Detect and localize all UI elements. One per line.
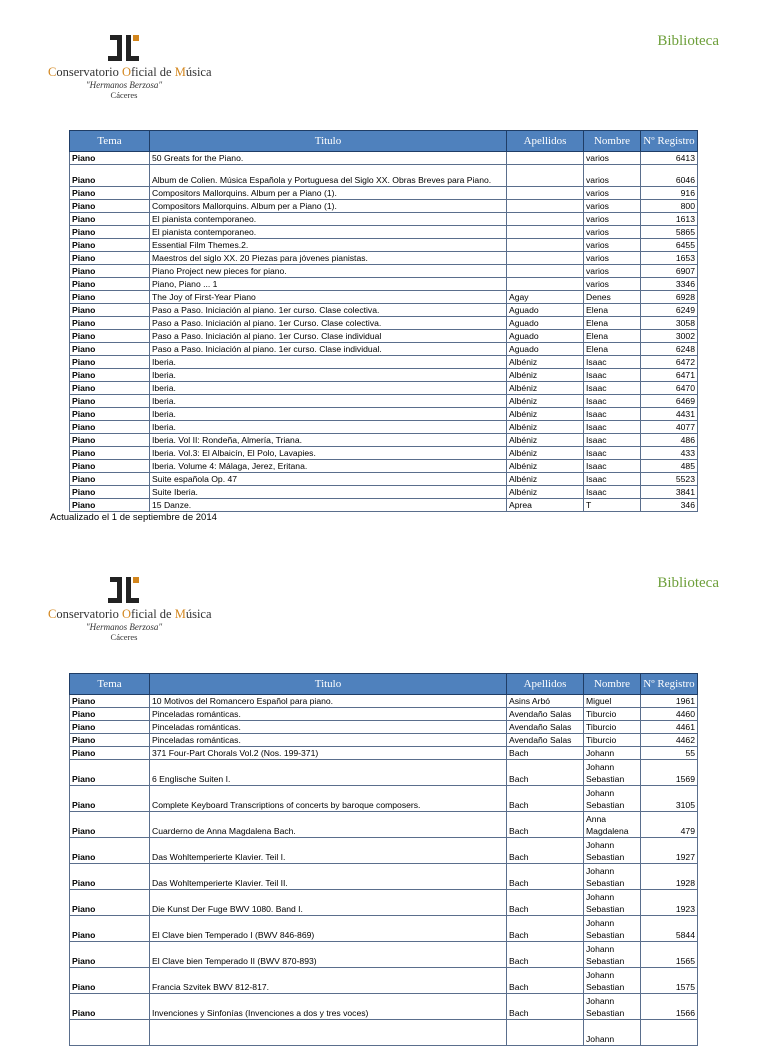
cell-titulo: Iberia. xyxy=(150,369,507,382)
table-row xyxy=(70,838,698,864)
cell-nombre: Anna Magdalena xyxy=(584,812,641,838)
cell-nombre: Elena xyxy=(584,343,641,356)
cell-nombre: Isaac xyxy=(584,434,641,447)
table-row xyxy=(70,213,698,226)
cell-registro: 346 xyxy=(641,499,698,512)
cell-apellidos: Bach xyxy=(507,838,584,864)
cell-tema: Piano xyxy=(70,864,150,890)
column-header-nombre: Nombre xyxy=(584,131,641,152)
cell-tema: Piano xyxy=(70,152,150,165)
table-row xyxy=(70,499,698,512)
cell-tema: Piano xyxy=(70,747,150,760)
table-row xyxy=(70,890,698,916)
cell-registro: 6472 xyxy=(641,356,698,369)
cell-tema xyxy=(70,1020,150,1046)
cell-registro: 1928 xyxy=(641,864,698,890)
cell-apellidos xyxy=(507,1020,584,1046)
cell-apellidos: Avendaño Salas xyxy=(507,708,584,721)
column-header-apellidos: Apellidos xyxy=(507,131,584,152)
org-subtitle: "Hermanos Berzosa" xyxy=(85,80,163,90)
table-header-row xyxy=(70,674,698,695)
cell-apellidos: Bach xyxy=(507,760,584,786)
cell-tema: Piano xyxy=(70,499,150,512)
cell-registro: 1566 xyxy=(641,994,698,1020)
cell-registro: 800 xyxy=(641,200,698,213)
cell-tema: Piano xyxy=(70,226,150,239)
cell-nombre: varios xyxy=(584,187,641,200)
table-row xyxy=(70,330,698,343)
cell-registro: 3058 xyxy=(641,317,698,330)
cell-titulo: Das Wohltemperierte Klavier. Teil II. xyxy=(150,864,507,890)
cell-registro: 5844 xyxy=(641,916,698,942)
cell-titulo: Paso a Paso. Iniciación al piano. 1er Curso. Clase colectiva. xyxy=(150,317,507,330)
table-row xyxy=(70,786,698,812)
cell-registro: 6471 xyxy=(641,369,698,382)
cell-tema: Piano xyxy=(70,382,150,395)
table-row xyxy=(70,382,698,395)
cell-tema: Piano xyxy=(70,165,150,187)
cell-titulo: Compositors Mallorquins. Album per a Piano (1). xyxy=(150,187,507,200)
cell-titulo: Suite Iberia. xyxy=(150,486,507,499)
table-row xyxy=(70,200,698,213)
cell-apellidos: Albéniz xyxy=(507,395,584,408)
cell-apellidos: Albéniz xyxy=(507,421,584,434)
catalog-table xyxy=(69,130,698,512)
cell-tema: Piano xyxy=(70,734,150,747)
cell-apellidos: Bach xyxy=(507,916,584,942)
cell-apellidos: Albéniz xyxy=(507,382,584,395)
org-name: Conservatorio Oficial de Música xyxy=(48,607,212,621)
cell-registro: 1569 xyxy=(641,760,698,786)
cell-titulo: Suite española Op. 47 xyxy=(150,473,507,486)
cell-apellidos: Aguado xyxy=(507,304,584,317)
cell-titulo: Iberia. Volume 4: Málaga, Jerez, Eritana. xyxy=(150,460,507,473)
table-row xyxy=(70,226,698,239)
cell-registro: 4460 xyxy=(641,708,698,721)
cell-apellidos xyxy=(507,265,584,278)
cell-registro: 4461 xyxy=(641,721,698,734)
cell-tema: Piano xyxy=(70,434,150,447)
cell-nombre: Johann xyxy=(584,1020,641,1046)
cell-nombre: Isaac xyxy=(584,473,641,486)
column-header-registro: Nº Registro xyxy=(641,131,698,152)
cell-registro: 3002 xyxy=(641,330,698,343)
cell-tema: Piano xyxy=(70,213,150,226)
cell-registro: 1923 xyxy=(641,890,698,916)
cell-apellidos: Albéniz xyxy=(507,434,584,447)
table-row xyxy=(70,708,698,721)
cell-titulo: Complete Keyboard Transcriptions of concerts by baroque composers. xyxy=(150,786,507,812)
cell-registro: 3105 xyxy=(641,786,698,812)
table-row xyxy=(70,408,698,421)
cell-tema: Piano xyxy=(70,890,150,916)
column-header-tema: Tema xyxy=(70,131,150,152)
jc-monogram-logo-icon xyxy=(107,575,141,605)
table-row xyxy=(70,864,698,890)
cell-nombre: Johann Sebastian xyxy=(584,916,641,942)
table-row xyxy=(70,395,698,408)
cell-apellidos xyxy=(507,200,584,213)
cell-registro: 6928 xyxy=(641,291,698,304)
table-row xyxy=(70,343,698,356)
cell-apellidos: Aguado xyxy=(507,317,584,330)
cell-apellidos: Avendaño Salas xyxy=(507,721,584,734)
catalog-table xyxy=(69,673,698,1046)
cell-nombre: Isaac xyxy=(584,369,641,382)
conservatory-logo xyxy=(48,33,212,100)
table-row xyxy=(70,278,698,291)
org-city: Cáceres xyxy=(110,90,138,100)
cell-titulo: Album de Colien. Música Española y Portuguesa del Siglo XX. Obras Breves para Piano. xyxy=(150,165,507,187)
cell-registro: 5865 xyxy=(641,226,698,239)
cell-nombre: varios xyxy=(584,252,641,265)
cell-registro: 6413 xyxy=(641,152,698,165)
cell-tema: Piano xyxy=(70,721,150,734)
cell-nombre: Isaac xyxy=(584,421,641,434)
cell-nombre: Johann Sebastian xyxy=(584,864,641,890)
cell-nombre: T xyxy=(584,499,641,512)
conservatory-logo xyxy=(48,575,212,642)
cell-titulo: Die Kunst Der Fuge BWV 1080. Band I. xyxy=(150,890,507,916)
cell-apellidos xyxy=(507,165,584,187)
table-row xyxy=(70,1020,698,1046)
cell-tema: Piano xyxy=(70,786,150,812)
cell-registro: 479 xyxy=(641,812,698,838)
cell-nombre: varios xyxy=(584,278,641,291)
cell-nombre: varios xyxy=(584,265,641,278)
table-row xyxy=(70,812,698,838)
cell-registro: 1961 xyxy=(641,695,698,708)
cell-nombre: varios xyxy=(584,226,641,239)
cell-titulo: Maestros del siglo XX. 20 Piezas para jóvenes pianistas. xyxy=(150,252,507,265)
cell-nombre: Johann Sebastian xyxy=(584,760,641,786)
cell-nombre: varios xyxy=(584,152,641,165)
table-row xyxy=(70,369,698,382)
cell-nombre: Elena xyxy=(584,304,641,317)
cell-apellidos: Albéniz xyxy=(507,356,584,369)
cell-apellidos: Albéniz xyxy=(507,460,584,473)
cell-apellidos xyxy=(507,252,584,265)
cell-tema: Piano xyxy=(70,708,150,721)
cell-tema: Piano xyxy=(70,278,150,291)
column-header-nombre: Nombre xyxy=(584,674,641,695)
cell-registro: 3841 xyxy=(641,486,698,499)
cell-tema: Piano xyxy=(70,421,150,434)
cell-titulo: Paso a Paso. Iniciación al piano. 1er curso. Clase colectiva. xyxy=(150,304,507,317)
table-row xyxy=(70,356,698,369)
cell-apellidos: Bach xyxy=(507,786,584,812)
cell-registro: 433 xyxy=(641,447,698,460)
cell-titulo: Iberia. xyxy=(150,382,507,395)
cell-registro: 6455 xyxy=(641,239,698,252)
cell-nombre: Johann Sebastian xyxy=(584,890,641,916)
cell-apellidos: Albéniz xyxy=(507,486,584,499)
cell-nombre: Tiburcio xyxy=(584,734,641,747)
cell-tema: Piano xyxy=(70,187,150,200)
cell-tema: Piano xyxy=(70,812,150,838)
cell-registro: 6470 xyxy=(641,382,698,395)
cell-nombre: varios xyxy=(584,213,641,226)
cell-titulo: Pinceladas románticas. xyxy=(150,708,507,721)
cell-nombre: varios xyxy=(584,239,641,252)
table-row xyxy=(70,734,698,747)
cell-tema: Piano xyxy=(70,239,150,252)
cell-registro: 6249 xyxy=(641,304,698,317)
cell-registro: 6469 xyxy=(641,395,698,408)
cell-nombre: Johann Sebastian xyxy=(584,942,641,968)
cell-titulo: Piano Project new pieces for piano. xyxy=(150,265,507,278)
cell-registro: 4077 xyxy=(641,421,698,434)
jc-monogram-logo-icon xyxy=(107,33,141,63)
cell-registro xyxy=(641,1020,698,1046)
last-updated-note: Actualizado el 1 de septiembre de 2014 xyxy=(50,512,217,523)
table-row xyxy=(70,473,698,486)
cell-apellidos: Agay xyxy=(507,291,584,304)
cell-nombre: Miguel xyxy=(584,695,641,708)
cell-tema: Piano xyxy=(70,760,150,786)
cell-tema: Piano xyxy=(70,994,150,1020)
cell-titulo: Compositors Mallorquins. Album per a Piano (1). xyxy=(150,200,507,213)
cell-apellidos: Asins Arbó xyxy=(507,695,584,708)
cell-tema: Piano xyxy=(70,356,150,369)
cell-nombre: Isaac xyxy=(584,447,641,460)
cell-apellidos: Albéniz xyxy=(507,408,584,421)
cell-tema: Piano xyxy=(70,291,150,304)
cell-nombre: Elena xyxy=(584,330,641,343)
cell-tema: Piano xyxy=(70,968,150,994)
cell-titulo: 371 Four-Part Chorals Vol.2 (Nos. 199-371) xyxy=(150,747,507,760)
cell-titulo: Cuarderno de Anna Magdalena Bach. xyxy=(150,812,507,838)
column-header-titulo: Titulo xyxy=(150,674,507,695)
cell-nombre: varios xyxy=(584,165,641,187)
table-row xyxy=(70,486,698,499)
table-row xyxy=(70,265,698,278)
cell-registro: 5523 xyxy=(641,473,698,486)
cell-apellidos: Bach xyxy=(507,747,584,760)
cell-titulo: 6 Englische Suiten I. xyxy=(150,760,507,786)
cell-titulo: El Clave bien Temperado II (BWV 870-893) xyxy=(150,942,507,968)
cell-titulo: El Clave bien Temperado I (BWV 846-869) xyxy=(150,916,507,942)
cell-apellidos: Aprea xyxy=(507,499,584,512)
cell-apellidos: Bach xyxy=(507,890,584,916)
cell-titulo: Iberia. Vol.3: El Albaicín, El Polo, Lavapies. xyxy=(150,447,507,460)
cell-registro: 1927 xyxy=(641,838,698,864)
cell-registro: 6248 xyxy=(641,343,698,356)
cell-tema: Piano xyxy=(70,265,150,278)
cell-registro: 55 xyxy=(641,747,698,760)
cell-nombre: Isaac xyxy=(584,356,641,369)
cell-registro: 1565 xyxy=(641,942,698,968)
cell-apellidos xyxy=(507,278,584,291)
cell-titulo: Iberia. xyxy=(150,408,507,421)
table-row xyxy=(70,317,698,330)
cell-registro: 4462 xyxy=(641,734,698,747)
table-row xyxy=(70,165,698,187)
cell-titulo: 50 Greats for the Piano. xyxy=(150,152,507,165)
cell-tema: Piano xyxy=(70,695,150,708)
cell-nombre: Isaac xyxy=(584,408,641,421)
cell-apellidos xyxy=(507,187,584,200)
cell-nombre: Johann Sebastian xyxy=(584,968,641,994)
catalog-page-2 xyxy=(0,542,768,1044)
cell-registro: 1653 xyxy=(641,252,698,265)
cell-apellidos: Bach xyxy=(507,942,584,968)
cell-apellidos: Aguado xyxy=(507,330,584,343)
table-row xyxy=(70,304,698,317)
cell-titulo: Iberia. xyxy=(150,356,507,369)
org-city: Cáceres xyxy=(110,632,138,642)
cell-titulo: The Joy of First-Year Piano xyxy=(150,291,507,304)
cell-titulo: Paso a Paso. Iniciación al piano. 1er Curso. Clase individual xyxy=(150,330,507,343)
cell-titulo xyxy=(150,1020,507,1046)
cell-tema: Piano xyxy=(70,408,150,421)
cell-tema: Piano xyxy=(70,304,150,317)
cell-titulo: Invenciones y Sinfonías (Invenciones a dos y tres voces) xyxy=(150,994,507,1020)
cell-apellidos: Bach xyxy=(507,864,584,890)
table-row xyxy=(70,994,698,1020)
cell-tema: Piano xyxy=(70,252,150,265)
table-row xyxy=(70,291,698,304)
column-header-titulo: Titulo xyxy=(150,131,507,152)
cell-titulo: 10 Motivos del Romancero Español para piano. xyxy=(150,695,507,708)
table-row xyxy=(70,721,698,734)
table-body xyxy=(70,152,698,512)
cell-titulo: Paso a Paso. Iniciación al piano. 1er curso. Clase individual. xyxy=(150,343,507,356)
cell-tema: Piano xyxy=(70,395,150,408)
cell-nombre: Isaac xyxy=(584,382,641,395)
cell-nombre: Elena xyxy=(584,317,641,330)
cell-tema: Piano xyxy=(70,460,150,473)
cell-registro: 916 xyxy=(641,187,698,200)
cell-apellidos xyxy=(507,239,584,252)
table-row xyxy=(70,239,698,252)
table-row xyxy=(70,152,698,165)
table-row xyxy=(70,968,698,994)
cell-nombre: Tiburcio xyxy=(584,708,641,721)
org-subtitle: "Hermanos Berzosa" xyxy=(85,622,163,632)
org-name: Conservatorio Oficial de Música xyxy=(48,65,212,79)
cell-nombre: Johann xyxy=(584,747,641,760)
table-row xyxy=(70,747,698,760)
cell-apellidos: Albéniz xyxy=(507,447,584,460)
table-row xyxy=(70,447,698,460)
cell-registro: 485 xyxy=(641,460,698,473)
table-row xyxy=(70,942,698,968)
cell-tema: Piano xyxy=(70,343,150,356)
cell-apellidos: Albéniz xyxy=(507,369,584,382)
cell-registro: 4431 xyxy=(641,408,698,421)
column-header-registro: Nº Registro xyxy=(641,674,698,695)
table-row xyxy=(70,252,698,265)
cell-nombre: Johann Sebastian xyxy=(584,838,641,864)
table-header-row xyxy=(70,131,698,152)
column-header-apellidos: Apellidos xyxy=(507,674,584,695)
table-row xyxy=(70,916,698,942)
cell-nombre: Johann Sebastian xyxy=(584,994,641,1020)
cell-apellidos xyxy=(507,226,584,239)
table-row xyxy=(70,695,698,708)
cell-tema: Piano xyxy=(70,369,150,382)
brand-title: Biblioteca xyxy=(657,33,719,49)
cell-nombre: Isaac xyxy=(584,486,641,499)
cell-titulo: El pianista contemporaneo. xyxy=(150,226,507,239)
cell-tema: Piano xyxy=(70,473,150,486)
cell-registro: 6907 xyxy=(641,265,698,278)
cell-titulo: Das Wohltemperierte Klavier. Teil I. xyxy=(150,838,507,864)
cell-apellidos: Bach xyxy=(507,968,584,994)
cell-apellidos: Avendaño Salas xyxy=(507,734,584,747)
cell-apellidos: Bach xyxy=(507,812,584,838)
table-row xyxy=(70,434,698,447)
table-row xyxy=(70,421,698,434)
cell-tema: Piano xyxy=(70,317,150,330)
cell-titulo: Essential Film Themes.2. xyxy=(150,239,507,252)
cell-apellidos: Albéniz xyxy=(507,473,584,486)
cell-titulo: Iberia. xyxy=(150,395,507,408)
table-row xyxy=(70,760,698,786)
cell-nombre: varios xyxy=(584,200,641,213)
cell-nombre: Tiburcio xyxy=(584,721,641,734)
cell-titulo: Iberia. xyxy=(150,421,507,434)
cell-registro: 486 xyxy=(641,434,698,447)
cell-registro: 1613 xyxy=(641,213,698,226)
cell-tema: Piano xyxy=(70,942,150,968)
cell-tema: Piano xyxy=(70,447,150,460)
cell-tema: Piano xyxy=(70,486,150,499)
table-row xyxy=(70,187,698,200)
cell-apellidos: Aguado xyxy=(507,343,584,356)
cell-tema: Piano xyxy=(70,916,150,942)
cell-titulo: Iberia. Vol II: Rondeña, Almería, Triana. xyxy=(150,434,507,447)
brand-title: Biblioteca xyxy=(657,575,719,591)
cell-nombre: Denes xyxy=(584,291,641,304)
cell-titulo: El pianista contemporaneo. xyxy=(150,213,507,226)
cell-tema: Piano xyxy=(70,330,150,343)
column-header-tema: Tema xyxy=(70,674,150,695)
cell-titulo: Francia Szvitek BWV 812-817. xyxy=(150,968,507,994)
cell-titulo: 15 Danze. xyxy=(150,499,507,512)
cell-titulo: Pinceladas románticas. xyxy=(150,721,507,734)
cell-registro: 3346 xyxy=(641,278,698,291)
cell-registro: 6046 xyxy=(641,165,698,187)
cell-titulo: Pinceladas románticas. xyxy=(150,734,507,747)
cell-nombre: Isaac xyxy=(584,395,641,408)
cell-apellidos xyxy=(507,213,584,226)
cell-apellidos xyxy=(507,152,584,165)
table-row xyxy=(70,460,698,473)
cell-titulo: Piano, Piano ... 1 xyxy=(150,278,507,291)
cell-registro: 1575 xyxy=(641,968,698,994)
cell-tema: Piano xyxy=(70,838,150,864)
cell-nombre: Isaac xyxy=(584,460,641,473)
cell-apellidos: Bach xyxy=(507,994,584,1020)
cell-tema: Piano xyxy=(70,200,150,213)
table-body xyxy=(70,695,698,1046)
cell-nombre: Johann Sebastian xyxy=(584,786,641,812)
